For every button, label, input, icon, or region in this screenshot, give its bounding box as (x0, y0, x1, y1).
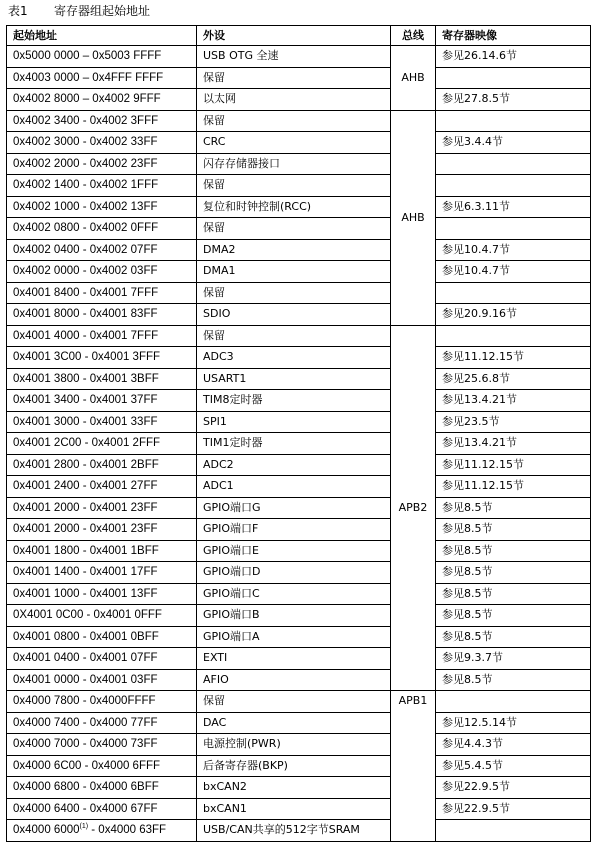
start-address-cell: 0x4001 2800 - 0x4001 2BFF (7, 454, 197, 476)
table-caption (8, 3, 150, 19)
table-row (7, 261, 591, 283)
table-number: 表1 (8, 4, 28, 18)
table-row (7, 132, 591, 154)
table-row (7, 519, 591, 541)
start-address-cell: 0x4002 2000 - 0x4002 23FF (7, 153, 197, 175)
start-address-cell: 0x4001 0800 - 0x4001 0BFF (7, 626, 197, 648)
register-map-cell: 参见13.4.21节 (436, 433, 591, 455)
table-body (7, 46, 591, 842)
register-address-table (6, 25, 591, 842)
start-address-cell: 0x4003 0000 – 0x4FFF FFFF (7, 67, 197, 89)
table-row (7, 196, 591, 218)
table-row (7, 777, 591, 799)
table-row (7, 648, 591, 670)
peripheral-cell: CRC (197, 132, 391, 154)
peripheral-cell: 保留 (197, 691, 391, 713)
start-address-cell: 0x4001 8000 - 0x4001 83FF (7, 304, 197, 326)
table-row (7, 368, 591, 390)
peripheral-cell: 闪存存储器接口 (197, 153, 391, 175)
start-address-cell: 0x4002 0000 - 0x4002 03FF (7, 261, 197, 283)
table-row (7, 626, 591, 648)
register-map-cell: 参见11.12.15节 (436, 454, 591, 476)
table-row (7, 282, 591, 304)
peripheral-cell: ADC1 (197, 476, 391, 498)
register-map-cell: 参见12.5.14节 (436, 712, 591, 734)
peripheral-cell: 保留 (197, 282, 391, 304)
peripheral-cell: 保留 (197, 67, 391, 89)
register-map-cell: 参见22.9.5节 (436, 777, 591, 799)
register-map-cell: 参见10.4.7节 (436, 239, 591, 261)
start-address-cell: 0x5000 0000 – 0x5003 FFFF (7, 46, 197, 68)
register-map-cell (436, 820, 591, 842)
table-row (7, 433, 591, 455)
start-address-cell: 0x4002 3000 - 0x4002 33FF (7, 132, 197, 154)
register-map-cell: 参见23.5节 (436, 411, 591, 433)
peripheral-cell: GPIO端口B (197, 605, 391, 627)
start-address-cell: 0x4001 2000 - 0x4001 23FF (7, 519, 197, 541)
register-map-cell: 参见8.5节 (436, 669, 591, 691)
footnote-marker: (1) (79, 823, 89, 831)
table-row (7, 218, 591, 240)
peripheral-cell: EXTI (197, 648, 391, 670)
register-map-cell: 参见6.3.11节 (436, 196, 591, 218)
start-address-cell: 0x4002 3400 - 0x4002 3FFF (7, 110, 197, 132)
table-row (7, 562, 591, 584)
table-row (7, 347, 591, 369)
register-map-cell: 参见13.4.21节 (436, 390, 591, 412)
peripheral-cell: AFIO (197, 669, 391, 691)
table-header-row (7, 26, 591, 46)
bus-cell: AHB (391, 110, 436, 325)
header-register-map: 寄存器映像 (436, 26, 591, 46)
peripheral-cell: DMA2 (197, 239, 391, 261)
address-start: 0x4000 6000 (13, 824, 80, 837)
bus-cell: APB2 (391, 325, 436, 691)
register-map-cell (436, 175, 591, 197)
table-row (7, 110, 591, 132)
register-map-cell: 参见8.5节 (436, 540, 591, 562)
register-map-cell (436, 325, 591, 347)
register-map-cell: 参见8.5节 (436, 562, 591, 584)
register-map-cell: 参见3.4.4节 (436, 132, 591, 154)
peripheral-cell: 保留 (197, 110, 391, 132)
bus-cell: AHB (391, 46, 436, 111)
peripheral-cell: 复位和时钟控制(RCC) (197, 196, 391, 218)
table-row (7, 454, 591, 476)
start-address-cell: 0x4002 1000 - 0x4002 13FF (7, 196, 197, 218)
table-row (7, 755, 591, 777)
register-map-cell: 参见4.4.3节 (436, 734, 591, 756)
table-row (7, 153, 591, 175)
start-address-cell (7, 820, 197, 842)
register-map-cell: 参见10.4.7节 (436, 261, 591, 283)
peripheral-cell: GPIO端口D (197, 562, 391, 584)
table-row (7, 67, 591, 89)
peripheral-cell: ADC3 (197, 347, 391, 369)
start-address-cell: 0x4002 0400 - 0x4002 07FF (7, 239, 197, 261)
header-start-address: 起始地址 (7, 26, 197, 46)
table-row (7, 89, 591, 111)
start-address-cell: 0x4000 6800 - 0x4000 6BFF (7, 777, 197, 799)
start-address-cell: 0x4001 2000 - 0x4001 23FF (7, 497, 197, 519)
table-row (7, 46, 591, 68)
peripheral-cell: GPIO端口C (197, 583, 391, 605)
table-row (7, 175, 591, 197)
table-title: 寄存器组起始地址 (54, 4, 151, 18)
peripheral-cell: bxCAN2 (197, 777, 391, 799)
table-row (7, 476, 591, 498)
peripheral-cell: SDIO (197, 304, 391, 326)
table-row (7, 304, 591, 326)
register-map-cell: 参见20.9.16节 (436, 304, 591, 326)
start-address-cell: 0x4001 4000 - 0x4001 7FFF (7, 325, 197, 347)
start-address-cell: 0x4001 8400 - 0x4001 7FFF (7, 282, 197, 304)
peripheral-cell: TIM8定时器 (197, 390, 391, 412)
peripheral-cell: DAC (197, 712, 391, 734)
peripheral-cell: GPIO端口G (197, 497, 391, 519)
peripheral-cell: USB/CAN共享的512字节SRAM (197, 820, 391, 842)
peripheral-cell: ADC2 (197, 454, 391, 476)
register-map-cell (436, 110, 591, 132)
register-map-cell: 参见8.5节 (436, 626, 591, 648)
peripheral-cell: GPIO端口A (197, 626, 391, 648)
peripheral-cell: GPIO端口F (197, 519, 391, 541)
table-row (7, 669, 591, 691)
peripheral-cell: GPIO端口E (197, 540, 391, 562)
table-row (7, 583, 591, 605)
start-address-cell: 0x4001 2400 - 0x4001 27FF (7, 476, 197, 498)
table-row (7, 325, 591, 347)
header-peripheral: 外设 (197, 26, 391, 46)
table-row (7, 605, 591, 627)
start-address-cell: 0x4002 8000 – 0x4002 9FFF (7, 89, 197, 111)
peripheral-cell: 保留 (197, 175, 391, 197)
table-row (7, 411, 591, 433)
register-map-cell (436, 153, 591, 175)
table-row (7, 497, 591, 519)
peripheral-cell: DMA1 (197, 261, 391, 283)
header-bus: 总线 (391, 26, 436, 46)
table-row (7, 390, 591, 412)
register-map-cell (436, 282, 591, 304)
table-row (7, 239, 591, 261)
register-map-cell (436, 691, 591, 713)
start-address-cell: 0x4001 1400 - 0x4001 17FF (7, 562, 197, 584)
start-address-cell: 0x4002 1400 - 0x4002 1FFF (7, 175, 197, 197)
register-map-cell: 参见27.8.5节 (436, 89, 591, 111)
table-row (7, 540, 591, 562)
register-map-cell: 参见11.12.15节 (436, 347, 591, 369)
peripheral-cell: TIM1定时器 (197, 433, 391, 455)
table-row (7, 691, 591, 713)
peripheral-cell: SPI1 (197, 411, 391, 433)
register-map-cell: 参见8.5节 (436, 497, 591, 519)
address-end: - 0x4000 63FF (88, 824, 167, 837)
start-address-cell: 0X4001 0C00 - 0x4001 0FFF (7, 605, 197, 627)
start-address-cell: 0x4001 3C00 - 0x4001 3FFF (7, 347, 197, 369)
register-map-cell: 参见26.14.6节 (436, 46, 591, 68)
peripheral-cell: 保留 (197, 325, 391, 347)
register-map-cell: 参见25.6.8节 (436, 368, 591, 390)
start-address-cell: 0x4000 7800 - 0x4000FFFF (7, 691, 197, 713)
start-address-cell: 0x4000 6C00 - 0x4000 6FFF (7, 755, 197, 777)
register-map-cell: 参见8.5节 (436, 519, 591, 541)
start-address-cell: 0x4000 7000 - 0x4000 73FF (7, 734, 197, 756)
start-address-cell: 0x4002 0800 - 0x4002 0FFF (7, 218, 197, 240)
peripheral-cell: USB OTG 全速 (197, 46, 391, 68)
start-address-cell: 0x4001 1800 - 0x4001 1BFF (7, 540, 197, 562)
table-row (7, 798, 591, 820)
register-map-cell: 参见8.5节 (436, 605, 591, 627)
start-address-cell: 0x4000 7400 - 0x4000 77FF (7, 712, 197, 734)
register-map-cell: 参见22.9.5节 (436, 798, 591, 820)
table-row (7, 734, 591, 756)
peripheral-cell: 后备寄存器(BKP) (197, 755, 391, 777)
start-address-cell: 0x4001 3000 - 0x4001 33FF (7, 411, 197, 433)
peripheral-cell: 电源控制(PWR) (197, 734, 391, 756)
peripheral-cell: 保留 (197, 218, 391, 240)
start-address-cell: 0x4001 3400 - 0x4001 37FF (7, 390, 197, 412)
register-map-cell: 参见5.4.5节 (436, 755, 591, 777)
table-row (7, 820, 591, 842)
register-map-cell (436, 218, 591, 240)
peripheral-cell: USART1 (197, 368, 391, 390)
start-address-cell: 0x4001 2C00 - 0x4001 2FFF (7, 433, 197, 455)
start-address-cell: 0x4001 3800 - 0x4001 3BFF (7, 368, 197, 390)
register-map-cell: 参见11.12.15节 (436, 476, 591, 498)
peripheral-cell: 以太网 (197, 89, 391, 111)
start-address-cell: 0x4000 6400 - 0x4000 67FF (7, 798, 197, 820)
peripheral-cell: bxCAN1 (197, 798, 391, 820)
start-address-cell: 0x4001 0400 - 0x4001 07FF (7, 648, 197, 670)
start-address-cell: 0x4001 1000 - 0x4001 13FF (7, 583, 197, 605)
register-map-cell: 参见8.5节 (436, 583, 591, 605)
register-map-cell: 参见9.3.7节 (436, 648, 591, 670)
start-address-cell: 0x4001 0000 - 0x4001 03FF (7, 669, 197, 691)
register-map-cell (436, 67, 591, 89)
bus-cell: APB1 (391, 691, 436, 842)
table-row (7, 712, 591, 734)
